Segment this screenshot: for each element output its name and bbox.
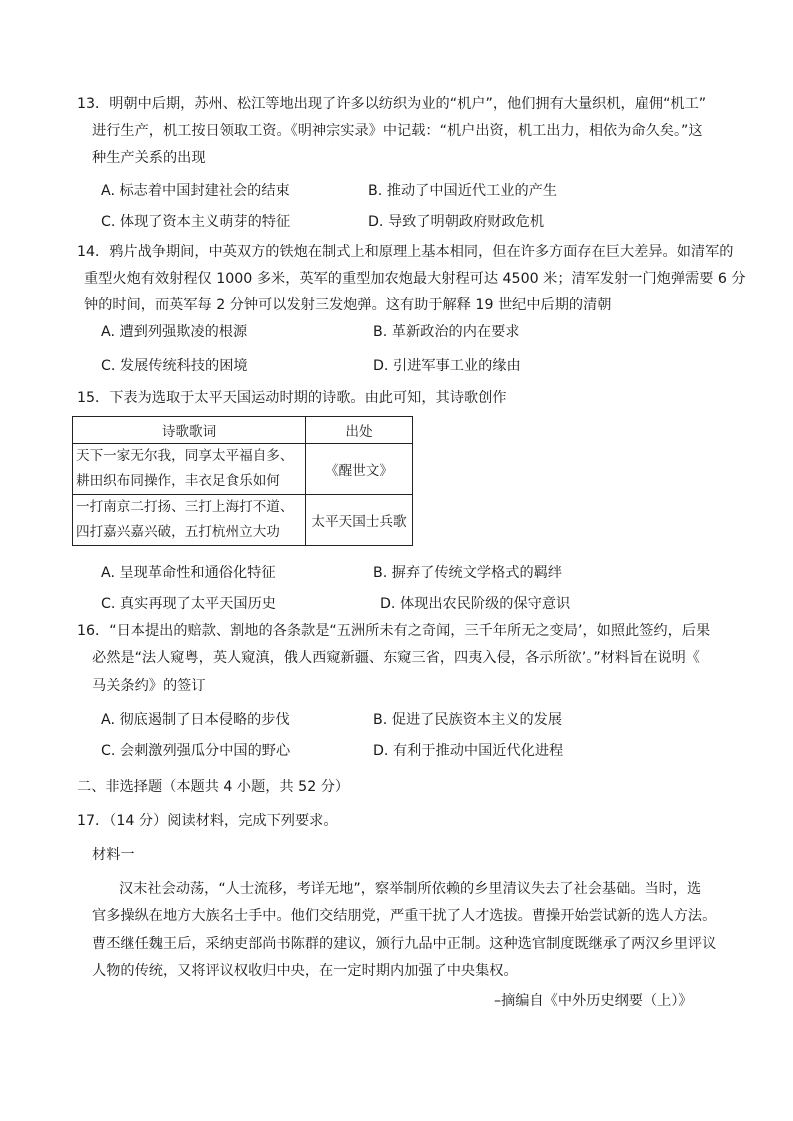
table-header-lyrics: 诗歌歌词 <box>73 417 306 444</box>
table-row <box>73 495 413 546</box>
lyric-cell <box>73 495 306 546</box>
section-heading: 二、非选择题（本题共 4 小题，共 52 分） <box>77 779 350 795</box>
q14-option-d: D. 引进军事工业的缘由 <box>373 358 521 374</box>
q17-stem: 17．（14 分）阅读材料，完成下列要求。 <box>77 813 338 829</box>
source-cell: 太平天国士兵歌 <box>306 495 413 546</box>
q15-option-c: C. 真实再现了太平天国历史 <box>101 596 276 612</box>
q14-stem-line-3: 钟的时间，而英军每 2 分钟可以发射三发炮弹。这有助于解释 19 世纪中后期的清朝 <box>84 297 612 313</box>
material-line-4: 人物的传统，又将评议权收归中央，在一定时期内加强了中央集权。 <box>92 963 518 979</box>
q15-stem-line-1: 15．下表为选取于太平天国运动时期的诗歌。由此可知，其诗歌创作 <box>77 390 507 406</box>
q16-option-a: A. 彻底遏制了日本侵略的步伐 <box>101 712 290 728</box>
q15-option-b: B. 摒弃了传统文学格式的羁绊 <box>373 565 563 581</box>
q13-option-a: A. 标志着中国封建社会的结束 <box>101 183 290 199</box>
lyric-line: 天下一家无尔我，同享太平福自多、 <box>76 448 294 464</box>
q16-option-c: C. 会刺激列强瓜分中国的野心 <box>101 743 291 759</box>
q16-stem-line-2: 必然是“法人窥粤，英人窥滇，俄人西窥新疆、东窥三省，四夷入侵，各示所欲’。”材料旨在说明《 <box>92 650 700 666</box>
q13-option-d: D. 导致了明朝政府财政危机 <box>368 214 545 230</box>
q16-option-b: B. 促进了民族资本主义的发展 <box>373 712 563 728</box>
q16-stem-line-3: 马关条约》的签订 <box>92 678 206 694</box>
q13-stem-line-1: 13．明朝中后期，苏州、松江等地出现了许多以纺织为业的“机户”，他们拥有大量织机，雇佣“机工” <box>77 96 707 112</box>
q16-option-d: D. 有利于推动中国近代化进程 <box>373 743 564 759</box>
q14-option-b: B. 革新政治的内在要求 <box>373 324 520 340</box>
lyric-cell <box>73 444 306 495</box>
material-title: 材料一 <box>92 847 135 863</box>
q14-stem-line-2: 重型火炮有效射程仅 1000 多米，英军的重型加农炮最大射程可达 4500 米；清军发射一门炮弹需要 6 分 <box>84 271 746 287</box>
material-citation: –摘编自《中外历史纲要（上）》 <box>494 993 693 1009</box>
q13-option-b: B. 推动了中国近代工业的产生 <box>368 183 558 199</box>
lyric-line: 四打嘉兴嘉兴破，五打杭州立大功 <box>76 524 280 540</box>
material-line-3: 曹丕继任魏王后，采纳吏部尚书陈群的建议，颁行九品中正制。这种选官制度既继承了两汉乡里评议 <box>92 936 717 952</box>
q13-option-c: C. 体现了资本主义萌芽的特征 <box>101 214 291 230</box>
q13-stem-line-3: 种生产关系的出现 <box>92 150 206 166</box>
q16-stem-line-1: 16．“日本提出的赔款、割地的各条款是“五洲所未有之奇闻，三千年所无之变局’，如照此签约，后果 <box>77 623 711 639</box>
lyric-line: 一打南京二打扬、三打上海打不道、 <box>76 499 294 515</box>
poem-table <box>72 416 413 546</box>
source-cell: 《醒世文》 <box>306 444 413 495</box>
q15-option-d: D. 体现出农民阶级的保守意识 <box>380 596 571 612</box>
table-row <box>73 444 413 495</box>
table-header-row <box>73 417 413 444</box>
lyric-line: 耕田织布同操作，丰衣足食乐如何 <box>76 473 280 489</box>
material-line-1: 汉末社会动荡，“人士流移，考详无地”，察举制所依赖的乡里清议失去了社会基础。当时，选 <box>119 881 702 897</box>
q14-option-a: A. 遭到列强欺凌的根源 <box>101 324 248 340</box>
q13-stem-line-2: 进行生产，机工按日领取工资。《明神宗实录》中记载：“机户出资，机工出力，相依为命久矣。”这 <box>92 123 703 139</box>
q14-option-c: C. 发展传统科技的困境 <box>101 358 248 374</box>
q14-stem-line-1: 14．鸦片战争期间，中英双方的铁炮在制式上和原理上基本相同，但在许多方面存在巨大差异。如清军的 <box>77 244 734 260</box>
material-line-2: 官多操纵在地方大族名士手中。他们交结朋党，严重干扰了人才选拔。曹操开始尝试新的选人方法。 <box>92 908 717 924</box>
table-header-source: 出处 <box>306 417 413 444</box>
q15-option-a: A. 呈现革命性和通俗化特征 <box>101 565 276 581</box>
